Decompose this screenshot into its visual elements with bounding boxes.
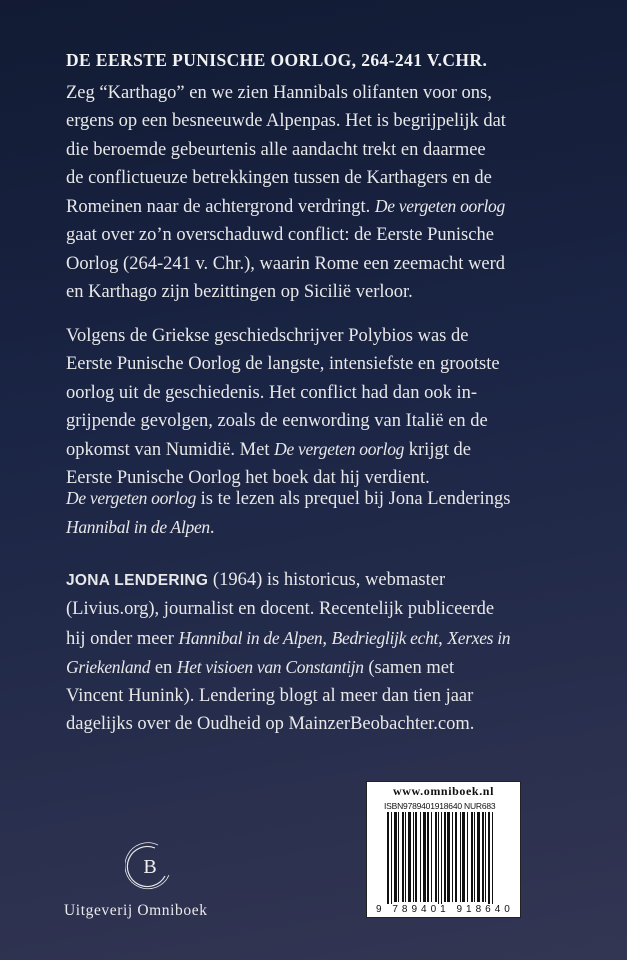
text-line [66,484,510,513]
paragraph-prequel [66,484,510,543]
barcode-bars [387,812,509,902]
text-line: en Karthago zijn bezittingen op Sicilië verloor. [66,282,413,303]
text-segment: opkomst van Numidië. Met [66,440,275,461]
isbn-digits [375,904,515,915]
text-line: (Livius.org), journalist en docent. Recentelijk publiceerde [66,599,495,620]
text-segment: . [209,518,215,539]
text-line: ergens op een besneeuwde Alpenpas. Het is begrijpelijk dat [66,111,506,132]
book-title: De vergeten oorlog [374,196,505,217]
book-title: Bedrieglijk echt [331,627,439,648]
publisher-url: www.omniboek.nl [392,784,495,798]
text-segment: Romeinen naar de achtergrond verdringt. [66,197,375,218]
publisher-logo-icon [125,842,173,890]
text-line [66,513,510,542]
book-title: Hannibal in de Alpen [178,627,323,648]
book-title: De vergeten oorlog [274,439,405,460]
text-segment: en [150,657,177,678]
isbn-label: ISBN9789401918640 NUR683 [384,801,496,811]
author-name: JONA LENDERING [66,572,209,589]
book-title: Hannibal in de Alpen [66,517,210,538]
text-segment: hij onder meer [66,628,179,649]
text-line: Vincent Hunink). Lendering blogt al meer dan tien jaar [66,686,474,707]
text-segment: , [438,628,448,649]
text-line: Volgens de Griekse geschiedschrijver Polybios was de [66,326,469,346]
text-line: Zeg “Karthago” en we zien Hannibals olifanten voor ons, [66,83,492,103]
text-line [66,192,506,221]
text-line [66,435,500,464]
text-line: Oorlog (264-241 v. Chr.), waarin Rome een zeemacht werd [66,253,506,274]
text-segment: (1964) is historicus, webmaster [208,570,446,590]
text-line: oorlog uit de geschiedenis. Het conflict had dan ook in- [66,382,478,403]
text-segment: is te lezen als prequel bij Jona Lenderings [196,489,511,509]
text-segment: krijgt de [404,440,471,461]
isbn-barcode [366,781,521,918]
isbn-digits-text: 9 789401 918640 [376,904,514,915]
book-title: Het visioen van Constantijn [176,656,364,677]
text-line [66,624,510,653]
text-line: dagelijks over de Oudheid op MainzerBeobachter.com. [66,714,475,735]
logo-letter: B [143,856,157,878]
book-title: Xerxes in [447,627,511,648]
text-line: grijpende gevolgen, zoals de eenwording van Italië en de [66,410,488,431]
text-line: gaat over zo’n overschaduwd conflict: de Eerste Punische [66,225,494,246]
book-title: Griekenland [66,656,151,677]
text-line: Eerste Punische Oorlog het boek dat hij verdient. [66,468,430,489]
text-line: de conflictueuze betrekkingen tussen de Karthagers en de [66,167,492,188]
text-segment: (samen met [363,657,455,678]
publisher-name: Uitgeverij Omniboek [64,902,208,919]
text-line: die beroemde gebeurtenis alle aandacht trekt en daarmee [66,139,486,160]
text-segment: , [322,628,332,649]
paragraph-intro [66,79,506,306]
book-title: De vergeten oorlog [66,488,197,508]
author-bio [66,566,510,739]
text-line [66,566,510,595]
text-line: Eerste Punische Oorlog de langste, intensiefste en grootste [66,354,500,375]
paragraph-polybios [66,322,500,493]
text-line [66,653,510,682]
back-cover-heading: DE EERSTE PUNISCHE OORLOG, 264-241 V.CHR. [66,50,488,70]
